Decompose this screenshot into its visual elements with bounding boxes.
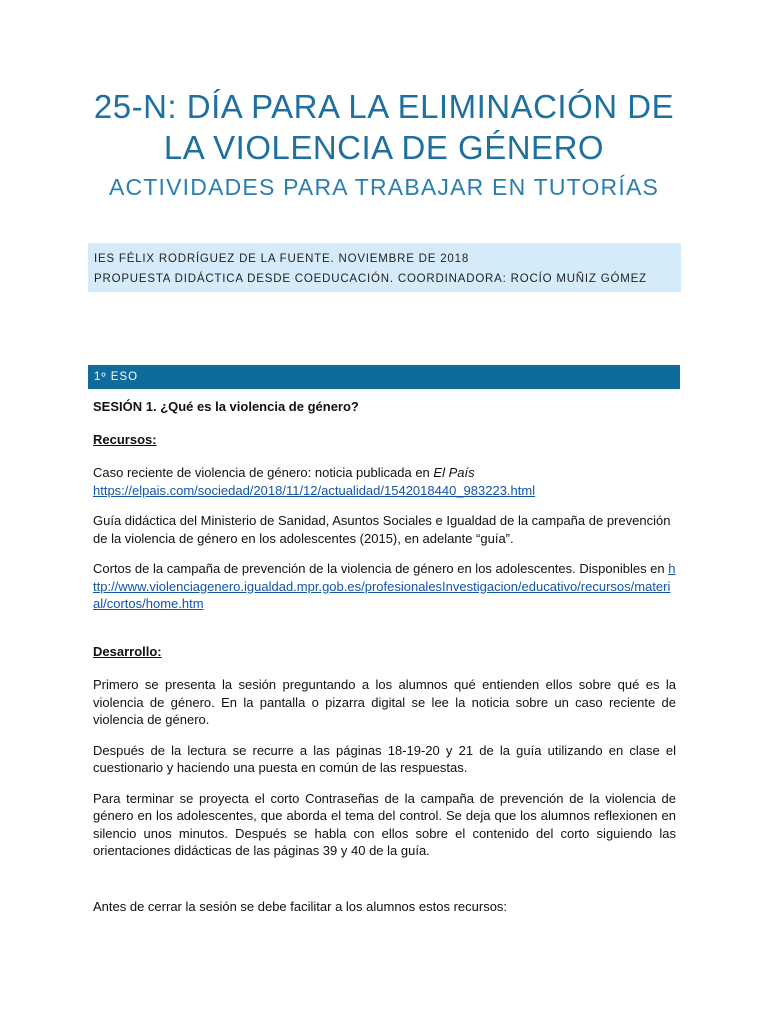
- title-block: [0, 86, 768, 203]
- cortos-link[interactable]: http://www.violenciagenero.igualdad.mpr.gob.es/profesionalesInvestigacion/educativo/recursos/material/cortos/home.htm: [93, 561, 676, 611]
- info-coordinator: PROPUESTA DIDÁCTICA DESDE COEDUCACIÓN. COORDINADORA: ROCÍO MUÑIZ GÓMEZ: [94, 273, 647, 285]
- document-title-line-2: LA VIOLENCIA DE GÉNERO: [163, 129, 605, 166]
- session-title: SESIÓN 1. ¿Qué es la violencia de género?: [93, 399, 359, 414]
- recurso-cortos-text: Cortos de la campaña de prevención de la violencia de género en los adolescentes. Disponibles en: [93, 561, 665, 576]
- desarrollo-heading: Desarrollo:: [93, 643, 162, 659]
- recurso-noticia-text: Caso reciente de violencia de género: noticia publicada en: [93, 465, 434, 480]
- closing-text: Antes de cerrar la sesión se debe facilitar a los alumnos estos recursos:: [93, 898, 508, 914]
- level-header: 1º ESO: [88, 365, 680, 389]
- document-subtitle: ACTIVIDADES PARA TRABAJAR EN TUTORÍAS: [108, 174, 660, 200]
- recurso-noticia-source: El País: [433, 465, 475, 480]
- desarrollo-paragraph-1: Primero se presenta la sesión preguntando a los alumnos qué entienden ellos sobre qué es la violencia de género. En la pantalla o pizarra digital se lee la noticia sobre un caso reciente de violencia de género.: [93, 677, 676, 727]
- recurso-guia: Guía didáctica del Ministerio de Sanidad, Asuntos Sociales e Igualdad de la campaña de prevención de la violencia de género en los adolescentes (2015), en adelante “guía”.: [93, 513, 671, 546]
- recursos-heading: Recursos:: [93, 431, 157, 447]
- document-title-line-1: 25-N: DÍA PARA LA ELIMINACIÓN DE: [93, 88, 675, 125]
- session-content: [93, 398, 676, 915]
- info-school-date: IES FÉLIX RODRÍGUEZ DE LA FUENTE. NOVIEMBRE DE 2018: [94, 253, 470, 265]
- recurso-noticia: [93, 464, 676, 499]
- desarrollo-paragraph-2: Después de la lectura se recurre a las páginas 18-19-20 y 21 de la guía utilizando en clase el cuestionario y haciendo una puesta en común de las respuestas.: [93, 742, 676, 775]
- desarrollo-paragraph-3: Para terminar se proyecta el corto Contraseñas de la campaña de prevención de la violencia de género en los adolescentes, que aborda el tema del control. Se deja que los alumnos reflexionen en silencio unos minutos. Después se habla con ellos sobre el contenido del corto siguiendo las orientaciones didácticas de las páginas 39 y 40 de la guía.: [93, 790, 676, 858]
- info-box: [88, 243, 681, 292]
- elpais-link[interactable]: https://elpais.com/sociedad/2018/11/12/actualidad/1542018440_983223.html: [93, 482, 536, 498]
- recurso-cortos: [93, 560, 676, 613]
